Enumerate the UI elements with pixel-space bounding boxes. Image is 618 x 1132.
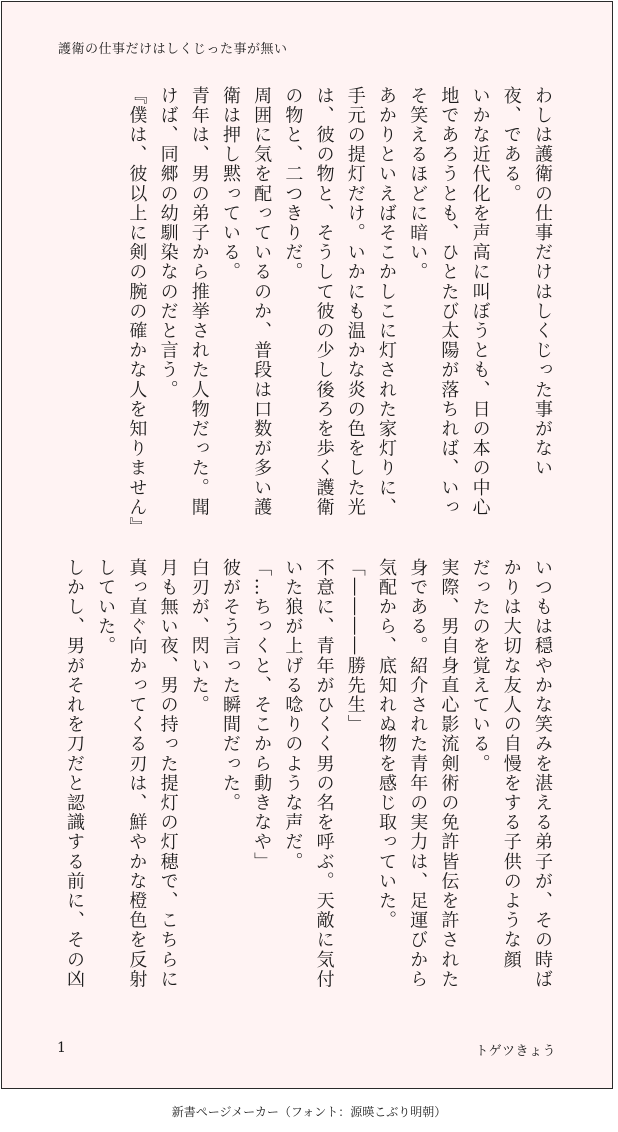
text-line: 月も無い夜、男の持った提灯の灯穂で、こちらに — [157, 558, 179, 990]
book-page — [1, 1, 613, 1089]
upper-text-block — [121, 86, 558, 546]
text-line: いた狼が上げる唸りのような声だ。 — [282, 558, 304, 872]
text-line: 「…ちっくと、そこから動きなや」 — [251, 558, 273, 872]
text-line: 周囲に気を配っているのか、普段は口数が多い護 — [251, 86, 273, 518]
text-line: あかりといえばそこかしこに灯された家灯りに、 — [375, 86, 397, 518]
author-name: トゲツきょう — [475, 1044, 556, 1059]
text-line: 白刃が、閃いた。 — [188, 558, 210, 715]
text-line: かりは大切な友人の自慢をする子供のような顔 — [500, 558, 522, 970]
text-line: けば、同郷の幼馴染なのだと言う。 — [157, 86, 179, 400]
text-line: そ笑えるほどに暗い。 — [407, 86, 429, 282]
text-line: 気配から、底知れぬ物を感じ取っていた。 — [375, 558, 397, 931]
text-line: 夜、である。 — [500, 86, 522, 204]
text-line: 実際、男自身直心影流剣術の免許皆伝を許された — [438, 558, 460, 990]
text-line: 「――――勝先生」 — [344, 558, 366, 735]
text-line: 衛は押し黙っている。 — [219, 86, 241, 282]
text-line: 手元の提灯だけ。いかにも温かな炎の色をした光 — [344, 86, 366, 518]
text-line: 青年は、男の弟子から推挙された人物だった。聞 — [188, 86, 210, 518]
text-line: は、彼の物と、そうして彼の少し後ろを歩く護衛 — [313, 86, 335, 518]
page-number: 1 — [57, 1040, 66, 1056]
text-line: いかな近代化を声高に叫ぼうとも、日の本の中心 — [469, 86, 491, 518]
text-line: だったのを覚えている。 — [469, 558, 491, 774]
text-line: わしは護衛の仕事だけはしくじった事がない — [532, 86, 553, 478]
text-line: 不意に、青年がひくく男の名を呼ぶ。天敵に気付 — [313, 558, 335, 990]
text-line: 身である。紹介された青年の実力は、足運びから — [407, 558, 429, 990]
running-title: 護衛の仕事だけはしくじった事が無い — [58, 42, 288, 57]
text-line: 地であろうとも、ひとたび太陽が落ちれば、いっ — [438, 86, 460, 518]
text-line: 彼がそう言った瞬間だった。 — [219, 558, 241, 813]
lower-text-block — [59, 558, 558, 1008]
text-line: しかし、男がそれを刀だと認識する前に、その凶 — [63, 558, 85, 990]
text-line: していた。 — [95, 558, 117, 656]
text-line: 『僕は、彼以上に剣の腕の確かな人を知りません』 — [126, 86, 148, 537]
footer-credit: 新書ページメーカー（フォント：源暎こぶり明朝） — [171, 1105, 447, 1119]
text-line: いつもは穏やかな笑みを湛える弟子が、その時ば — [532, 558, 553, 990]
text-line: 真っ直ぐ向かってくる刃は、鮮やかな橙色を反射 — [126, 558, 148, 990]
text-line: の物と、二つきりだ。 — [282, 86, 304, 282]
